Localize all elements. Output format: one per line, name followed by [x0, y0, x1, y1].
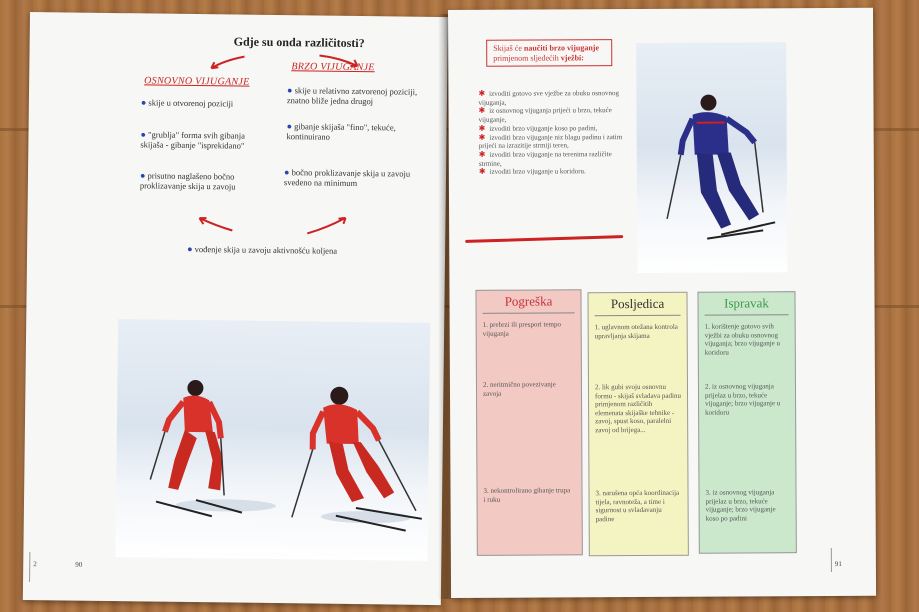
objective-box [486, 39, 612, 67]
exercise-item: ✱ izvoditi brzo vijuganje koso po padini, [478, 123, 598, 133]
consequence-item-2: 2. lik gubi svoju osnovnu formu - skijaš svladava padinu primjenom različitih elemenata skijaške tehnike - zavoj, spust koso, paralelni zavoj od brijega... [594, 382, 681, 434]
right-item-1: ● skije u relativno zatvorenoj poziciji, znatno bliže jedna drugoj [286, 85, 418, 107]
right-item-3-text: bočno proklizavanje skija u zavoju svedeno na minimum [283, 167, 411, 189]
page-title: Gdje su onda različitosti? [233, 34, 365, 51]
consequence-item-3: 3. narušena opća koordinacija tijela, ravnoteža, a time i sigurnost u svladavanju padine [595, 488, 680, 523]
objective-mid: primjenom sljedećih [493, 52, 561, 63]
right-page [448, 8, 876, 598]
exercise-item: ✱ izvoditi brzo vijuganje niz blagu padinu i zatim prijeći na izrazitije strmiji teren, [478, 132, 623, 151]
left-item-3-text: prisutno naglašeno bočno proklizavanje skija u zavoju [139, 170, 236, 192]
exercise-item: ✱ izvoditi gotovo sve vježbe za obuku osnovnog vijuganja, [478, 88, 620, 107]
exercise-text: izvoditi brzo vijuganje niz blagu padinu i zatim prijeći na izrazitije strmiji teren, [478, 132, 623, 151]
bottom-item: ● vođenje skija u zavoju aktivnošću koljena [187, 243, 338, 256]
outer-page-number: 2 [33, 560, 37, 569]
column-error-title: Pogreška [504, 293, 553, 309]
exercise-item: ✱ izvoditi brzo vijuganje u koridoru. [478, 167, 586, 177]
photo-two-skiers [115, 319, 430, 561]
exercise-text: izvoditi brzo vijuganje koso po padini, [489, 124, 598, 133]
left-page [23, 12, 448, 605]
error-item-1: 1. prebrzi ili prespori tempo vijuganja [482, 320, 562, 338]
right-item-2: ● gibanje skijaša "fino", tekuće, kontinuirano [286, 121, 396, 142]
correction-item-2: 2. iz osnovnog vijuganja prijelaz u brzo, tekuće vijuganje; brzo vijuganje u koridoru [704, 382, 781, 417]
page-number-left: 90 [75, 560, 83, 569]
skiers-illustration [115, 319, 430, 561]
column-correction-title: Ispravak [724, 295, 769, 311]
page-number-right: 91 [834, 559, 842, 568]
left-item-1: ● skije u otvorenoj poziciji [140, 97, 234, 109]
exercise-text: izvoditi gotovo sve vježbe za obuku osnovnog vijuganja, [478, 89, 620, 107]
consequence-item-1: 1. uglavnom otežana kontrola upravljanja skijama [594, 322, 678, 340]
exercise-list [478, 89, 628, 177]
exercise-item: ✱ iz osnovnog vijuganja prijeći u brzo, tekuće vijuganje, [478, 106, 612, 124]
correction-item-3: 3. iz osnovnog vijuganja prijelaz u brzo, tekuće vijuganje; brzo vijuganje koso po padini [705, 488, 776, 523]
column-correction [697, 291, 796, 554]
column-consequence [587, 292, 688, 557]
objective-bold: naučiti brzo vijuganje [523, 43, 600, 53]
bottom-item-text: vođenje skija u zavoju aktivnošću koljena [194, 244, 338, 256]
left-item-2: ● "grublja" forma svih gibanja skijaša - gibanje "isprekidano" [140, 129, 246, 151]
error-item-2: 2. neritmično povezivanje zavoja [482, 380, 556, 398]
column-error [475, 289, 582, 556]
right-item-3: ● bočno proklizavanje skija u zavoju svedeno na minimum [283, 167, 411, 189]
skier-illustration [636, 42, 787, 273]
correction-item-1: 1. korištenje gotovo svih vježbi za obuku osnovnog vijuganja; brzo vijuganje u koridoru [704, 322, 781, 357]
error-item-3: 3. nekontrolirano gibanje trupa i ruku [483, 486, 571, 504]
left-item-2-text: "grublja" forma svih gibanja skijaša - gibanje "isprekidano" [140, 129, 246, 151]
exercise-text: izvoditi brzo vijuganje u koridoru. [489, 167, 586, 177]
right-item-2-text: gibanje skijaša "fino", tekuće, kontinuirano [286, 121, 396, 142]
exercise-text: izvoditi brzo vijuganje na terenima različite strmine, [478, 150, 612, 168]
heading-basic-turning: OSNOVNO VIJUGANJE [144, 75, 250, 88]
left-item-1-text: skije u otvorenoj poziciji [148, 97, 234, 109]
red-underline [465, 235, 623, 243]
right-item-1-text: skije u relativno zatvorenoj poziciji, znatno bliže jedna drugoj [286, 85, 418, 107]
exercise-item: ✱ izvoditi brzo vijuganje na terenima različite strmine, [478, 149, 612, 168]
left-item-3: ● prisutno naglašeno bočno proklizavanje skija u zavoju [139, 170, 236, 192]
column-consequence-title: Posljedica [610, 295, 665, 312]
exercise-text: iz osnovnog vijuganja prijeći u brzo, tekuće vijuganje, [478, 106, 612, 124]
photo-single-skier [636, 42, 787, 273]
heading-fast-turning: BRZO VIJUGANJE [291, 61, 375, 74]
objective-prefix: Skijaš će [493, 43, 524, 53]
arrows-bottom [187, 206, 387, 248]
objective-bold-2: vježbi: [560, 52, 584, 62]
page-corner-mark [29, 552, 32, 582]
